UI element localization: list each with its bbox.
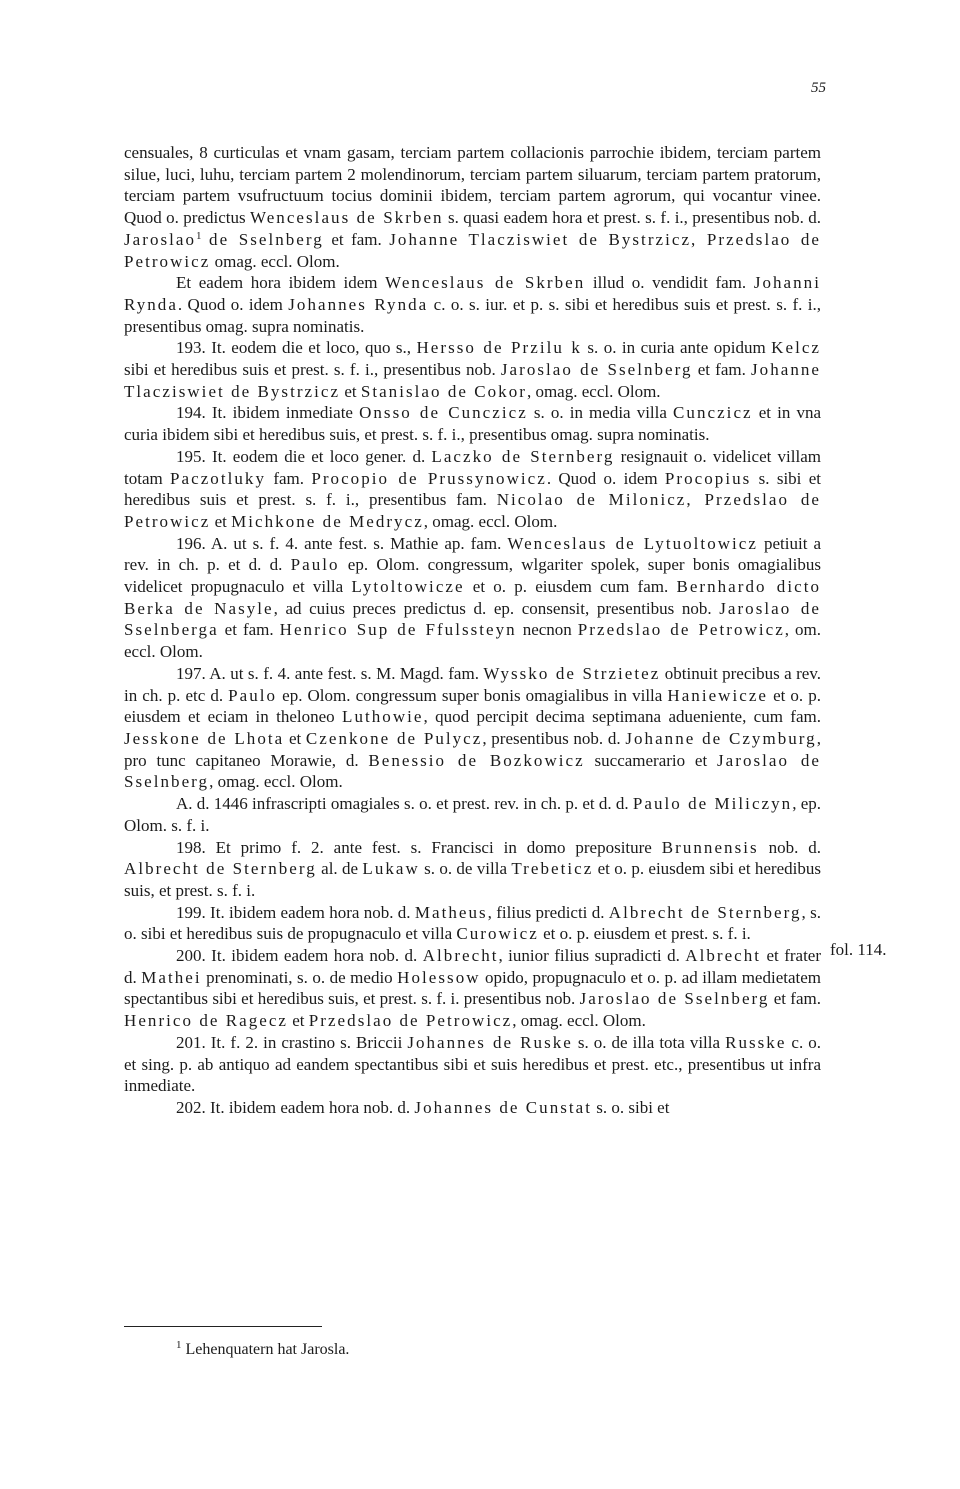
spaced-name: Albrecht [685,946,762,966]
spaced-name: Paulo [228,685,278,705]
footnote [176,1340,776,1360]
text-run: 194. It. ibidem inmediate [176,403,360,423]
text-run: omag. eccl. Olom. [210,251,340,271]
text-run: c. o. et sing. p. ab antiquo ad eandem spectantibus sibi et suis heredibus et prest. etc., presentibus ut infra inmediate. [124,1032,821,1096]
paragraph [124,272,821,337]
text-run: A. d. 1446 infrascripti omagiales s. o. et prest. rev. in ch. p. et d. d. [176,794,633,814]
text-run: et o. p. eiusdem sibi et heredibus suis, et prest. s. f. i. [124,859,821,900]
text-run: s. o. in curia ante opidum [581,338,772,358]
text-run: et o. p. eiusdem cum fam. [464,577,677,597]
text-run: censuales, 8 curticulas et vnam gasam, terciam partem collacionis parrochie ibidem, terciam partem silue, luci, luhu, terciam partem 2 molendinorum, terciam partem siluarum, terciam partem pratorum, terciam partem vsufructuum tocius dominii ibidem, terciam partem agrorum, qui vocantur vinee. Quod o. predictus [124,143,821,228]
spaced-name: Laczko de Sternberg [431,446,615,466]
spaced-name: Haniewicze [667,685,769,705]
text-run: Et eadem hora ibidem idem [176,273,386,293]
spaced-name: Johannes de Cunstat [414,1097,592,1117]
footnote-text: Lehenquatern hat Jarosla. [185,1341,350,1358]
text-run: et fam. [692,360,751,380]
text-run: resignauit o. videlicet villam totam [124,446,821,488]
paragraph [124,1032,821,1097]
spaced-name: Jaroslao de Sselnberg [124,750,821,792]
spaced-name: Wenceslaus de Lytuoltowicz [507,533,758,553]
spaced-name: Johanne Tlacziswiet de Bystrzicz [124,360,821,401]
text-run: 201. It. f. 2. in crastino s. Briccii [176,1032,408,1052]
spaced-name: Bernhardo dicto Berka de Nasyle [124,577,821,618]
spaced-name: Curowicz [456,924,539,944]
text-run: c. o. s. iur. et p. s. sibi et heredibus suis et prest. s. f. i., presentibus omag. supra nominatis. [124,294,821,336]
spaced-name: Czenkone de Pulycz [305,728,483,748]
spaced-name: Albrecht de Sternberg [124,859,317,879]
spaced-name: Stanislao de Cokor [360,381,527,401]
text-run: 196. A. ut s. f. 4. ante fest. s. Mathie ap. fam. [176,533,508,553]
spaced-name: Johanne Tlacziswiet de Bystrzicz, Przedslao de Petrowicz [124,229,821,271]
text-run: , filius predicti d. [487,902,609,922]
text-run: sibi et heredibus suis et prest. s. f. i., presentibus nob. [124,360,501,380]
paragraph [124,945,821,1032]
spaced-name: Trebeticz [511,859,594,879]
spaced-name: de Sselnberg [209,229,324,249]
text-run: et fam. [218,620,280,640]
text-run: et [210,511,232,531]
text-run: et fam. [769,989,821,1009]
text-run: et o. p. eiusdem et eciam in theloneo [124,685,821,727]
spaced-name: Holessow [397,967,481,987]
footnote-marker: 1 [176,1339,182,1351]
spaced-name: Lytoltowicze [351,577,465,597]
text-run: et [340,381,361,401]
text-run: , omag. eccl. Olom. [512,1011,646,1031]
spaced-name: Cunczicz [673,403,753,423]
spaced-name: Johanni Rynda [124,273,821,314]
paragraph [124,902,821,945]
spaced-name: Paczotluky [170,468,266,488]
spaced-name: Nicolao de Milonicz, Przedslao de Petrowicz [124,490,821,531]
spaced-name: Paulo [290,555,340,575]
spaced-name: Brunnensis [661,837,759,857]
text-run: s. o. de illa tota villa [572,1032,726,1052]
text-run: , omag. eccl. Olom. [423,511,558,531]
text-run: 193. It. eodem die et loco, quo s., [176,338,417,358]
text-run: 198. Et primo f. 2. ante fest. s. Francisci in domo prepositure [176,837,662,857]
text-run: , om. eccl. Olom. [124,620,821,662]
paragraph [124,663,821,793]
text-run: , presentibus nob. d. [482,728,626,748]
spaced-name: Procopius [664,468,752,488]
spaced-name: Matheus [414,902,488,922]
text-run [202,230,210,249]
paragraph [124,142,821,272]
text-run: succamerario et [584,750,717,770]
text-run: 200. It. ibidem eadem hora nob. d. [176,946,423,966]
text-run: , omag. eccl. Olom. [209,772,343,792]
text-run: nob. d. [758,837,821,857]
text-run: . Quod o. idem [177,294,289,314]
spaced-name: Luthowie [342,707,424,727]
text-run: et frater d. [124,946,821,987]
paragraph [124,446,821,533]
text-run: obtinuit precibus a rev. in ch. p. etc d. [124,663,821,705]
text-run: 197. A. ut s. f. 4. ante fest. s. M. Magd. fam. [176,663,484,683]
spaced-name: Henrico de Ragecz [124,1011,288,1031]
spaced-name: Hersso de Przilu k [416,338,582,358]
body-text [124,142,821,1119]
margin-note-folio: fol. 114. [830,940,887,959]
text-run: , omag. eccl. Olom. [526,381,661,401]
spaced-name: Przedslao de Petrowicz [577,620,785,640]
footnote-reference: 1 [196,229,202,242]
text-run: 202. It. ibidem eadem hora nob. d. [176,1097,415,1117]
text-run: 199. It. ibidem eadem hora nob. d. [176,902,415,922]
page-number: 55 [811,80,826,96]
text-run: necnon [516,620,578,640]
text-run: , iunior filius supradicti d. [498,946,686,966]
text-run: s. o. in media villa [527,403,674,423]
spaced-name: Johannes de Ruske [407,1032,573,1052]
spaced-name: Albrecht de Sternberg [608,902,802,922]
spaced-name: Kelcz [771,338,822,358]
text-run: ep. Olom. congressum, wlgariter spolek, super bonis omagialibus videlicet propugnaculo et villa [124,555,822,597]
text-run: petiuit a rev. in ch. p. et d. d. [124,533,821,575]
text-run: et in vna curia ibidem sibi et heredibus suis, et prest. s. f. i., presentibus omag. supra nominatis. [124,403,821,445]
spaced-name: Wenceslaus de Skrben [385,273,586,293]
text-run: s. o. sibi et [592,1097,670,1117]
spaced-name: Henrico Sup de Ffulssteyn [279,620,517,640]
text-run: al. de [316,859,363,879]
text-run: s. quasi eadem hora et prest. s. f. i., presentibus nob. d. [443,208,822,228]
spaced-name: Wenceslaus de Skrben [250,208,444,228]
text-run: s. o. de villa [419,859,512,879]
text-run: , pro tunc capitaneo Morawie, d. [124,728,821,770]
spaced-name: Procopio de Prussynowicz [311,468,547,488]
text-run: , s. o. sibi et heredibus suis de propugnaculo et villa [124,902,821,944]
spaced-name: Jaroslao [124,229,197,249]
text-run: , ep. Olom. s. f. i. [124,794,821,835]
spaced-name: Jaroslao de Sselnberg [500,360,693,380]
spaced-name: Wyssko de Strzietez [483,663,661,683]
text-run: et [284,728,306,748]
spaced-name: Jaroslao de Sselnberg [579,989,770,1009]
spaced-name: Paulo de Miliczyn [632,794,793,814]
spaced-name: Russke [725,1032,787,1052]
spaced-name: Onsso de Cunczicz [359,403,528,423]
text-run: fam. [265,468,312,488]
text-run: et o. p. eiusdem et prest. s. f. i. [538,924,751,944]
text-run: . Quod o. idem [546,468,665,488]
text-run: prenominati, s. o. de medio [201,967,398,987]
text-run: ep. Olom. congressum super bonis omagialibus in villa [277,685,668,705]
text-run: et [288,1011,309,1031]
text-run: , quod percipit decima septimana adueniente, cum fam. [423,707,821,727]
text-run: 195. It. eodem die et loco gener. d. [176,446,432,466]
text-run: opido, propugnaculo et o. p. ad illam medietatem spectantibus sibi et heredibus suis, et prest. s. f. i. presentibus nob. [124,967,821,1009]
paragraph [124,337,821,402]
text-run: , ad cuius preces predictus d. ep. consensit, presentibus nob. [273,598,720,618]
spaced-name: Johannes Rynda [288,294,429,314]
paragraph [124,402,821,445]
paragraph [124,837,821,902]
paragraph [124,793,821,836]
spaced-name: Przedslao de Petrowicz [308,1011,513,1031]
spaced-name: Jesskone de Lhota [124,728,285,748]
spaced-name: Lukaw [362,859,420,879]
paragraph [124,533,821,663]
spaced-name: Johanne de Czymburg [625,728,817,748]
text-run: et fam. [323,229,390,249]
spaced-name: Mathei [141,967,202,987]
text-run: s. sibi et heredibus suis et prest. s. f. i., presentibus fam. [124,468,821,510]
spaced-name: Michkone de Medrycz [231,511,424,531]
paragraph [124,1097,821,1119]
text-run: illud o. vendidit fam. [585,273,754,293]
footnote-rule [124,1326,322,1327]
spaced-name: Albrecht [422,946,499,966]
spaced-name: Jaroslao de Sselnberga [124,598,822,640]
spaced-name: Benessio de Bozkowicz [368,750,585,770]
